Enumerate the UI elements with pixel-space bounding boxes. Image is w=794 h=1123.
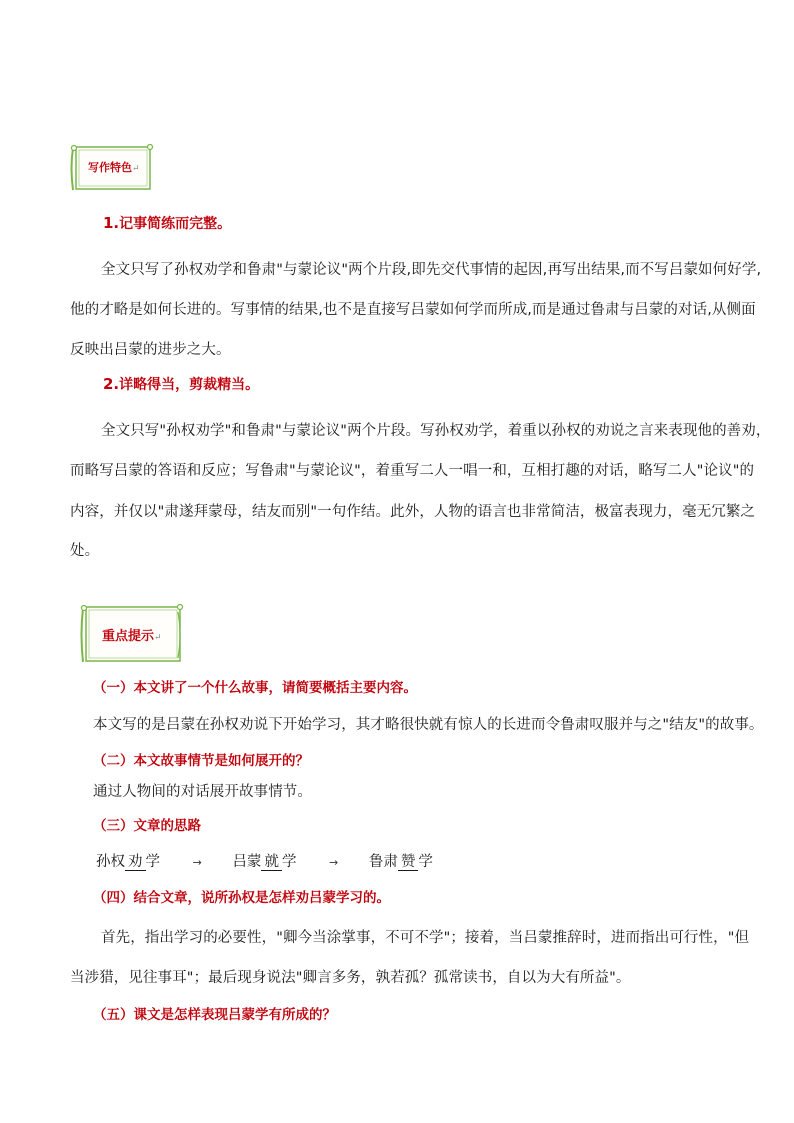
question-4: （四）结合文章，说所孙权是怎样劝吕蒙学习的。: [93, 890, 390, 906]
thought-flow: [96, 850, 433, 871]
answer-4-line: 首先，指出学习的必要性，"卿今当涂掌事，不可不学"；接着，当吕蒙推辞时，进而指出可行性，"但: [101, 930, 750, 946]
paragraph-mark: ↵: [132, 164, 140, 174]
paragraph-line: 他的才略是如何长进的。写事情的结果,也不是直接写吕蒙如何学而所成,而是通过鲁肃与吕蒙的对话,从侧面: [70, 302, 756, 318]
question-1: （一）本文讲了一个什么故事，请简要概括主要内容。: [93, 680, 417, 696]
paragraph-line: 反映出吕蒙的进步之大。: [70, 342, 231, 358]
question-3: （三）文章的思路: [93, 818, 201, 834]
flow-step: 吕蒙 就 学: [232, 854, 297, 870]
paragraph-line: 全文只写"孙权劝学"和鲁肃"与蒙论议"两个片段。写孙权劝学，着重以孙权的劝说之言来表现他的善劝，: [101, 423, 771, 439]
flow-step: 鲁肃 赞 学: [368, 854, 433, 870]
paragraph-mark: ↵: [154, 633, 162, 643]
writing-features-tag: [70, 144, 154, 192]
flow-blank: 赞: [398, 854, 419, 871]
question-5: （五）课文是怎样表现吕蒙学有所成的？: [93, 1007, 336, 1023]
answer-1: 本文写的是吕蒙在孙权劝说下开始学习，其才略很快就有惊人的长进而令鲁肃叹服并与之"结友"的故事。: [93, 717, 764, 733]
paragraph-line: 内容，并仅以"肃遂拜蒙母，结友而别"一句作结。此外，人物的语言也非常简洁，极富表现力，毫无冗繁之: [70, 504, 756, 520]
arrow-right-icon: →: [329, 856, 339, 869]
point-title: 详略得当，剪裁精当。: [119, 377, 260, 393]
flow-blank: 劝: [125, 854, 146, 871]
answer-4-line: 当涉猎，见往事耳"；最后现身说法"卿言多务，孰若孤？孤常读书，自以为大有所益"。: [70, 970, 631, 986]
point-number: 1.: [103, 214, 120, 232]
key-points-tag: [80, 604, 184, 664]
point-title: 记事简练而完整。: [119, 216, 232, 232]
paragraph-line: 处。: [70, 543, 100, 559]
arrow-right-icon: →: [192, 856, 202, 869]
paragraph-line: 全文只写了孙权劝学和鲁肃"与蒙论议"两个片段,即先交代事情的起因,再写出结果,而不写吕蒙如何好学,: [101, 262, 762, 278]
question-2: （二）本文故事情节是如何展开的？: [93, 753, 309, 769]
point-number: 2.: [103, 375, 120, 393]
tag-title: 写作特色: [88, 161, 132, 174]
point-1-heading: [103, 213, 231, 233]
point-2-heading: [103, 374, 259, 394]
flow-blank: 就: [261, 854, 282, 871]
paragraph-line: 而略写吕蒙的答语和反应；写鲁肃"与蒙论议"，着重写二人一唱一和，互相打趣的对话，略写二人"论议"的: [70, 463, 755, 479]
answer-2: 通过人物间的对话展开故事情节。: [93, 784, 312, 800]
flow-step: 孙权 劝 学: [96, 854, 160, 870]
tag-title: 重点提示: [102, 629, 155, 644]
